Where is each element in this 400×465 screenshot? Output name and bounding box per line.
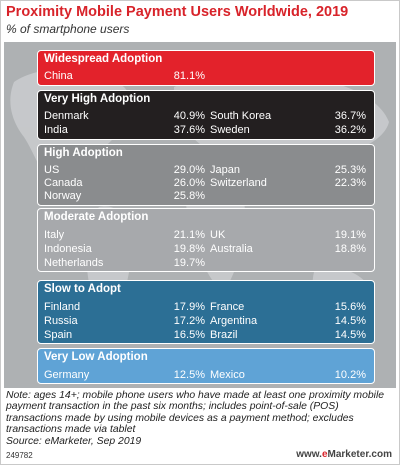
country-name: France [210,301,245,313]
adoption-value: 19.1% [334,229,366,241]
group-card-moderate-adoption [37,208,375,272]
table-row [38,70,374,83]
adoption-value: 29.0% [173,164,205,176]
adoption-value: 22.3% [334,177,366,189]
table-row [38,329,374,342]
group-card-slow-to-adopt [37,280,375,344]
country-name: Sweden [210,124,250,136]
table-row [38,164,374,177]
group-title: Slow to Adopt [44,283,121,295]
country-name: China [44,70,73,82]
country-name: US [44,164,60,176]
country-name: Norway [44,190,82,202]
group-title: Very High Adoption [44,93,151,105]
brand-prefix: www. [296,449,322,460]
adoption-value: 21.1% [173,229,205,241]
country-name: Brazil [210,329,238,341]
brand-rest: Marketer.com [327,449,392,460]
adoption-value: 37.6% [173,124,205,136]
group-card-widespread-adoption [37,50,375,86]
world-map-background [4,42,396,388]
group-card-very-high-adoption [37,90,375,140]
table-row [38,369,374,382]
table-row [38,243,374,256]
group-title: Moderate Adoption [44,211,149,223]
country-name: Mexico [210,369,245,381]
adoption-value: 12.5% [173,369,205,381]
table-row [38,257,374,270]
country-name: Argentina [210,315,258,327]
brand-e: e [321,449,328,460]
country-name: Denmark [44,110,89,122]
adoption-value: 17.9% [173,301,205,313]
table-row [38,124,374,137]
table-row [38,190,374,203]
country-name: Finland [44,301,81,313]
adoption-value: 19.7% [173,257,205,269]
country-name: Japan [210,164,240,176]
footnote [6,390,396,447]
country-name: India [44,124,68,136]
adoption-value: 26.0% [173,177,205,189]
country-name: Italy [44,229,65,241]
table-row [38,110,374,123]
country-name: Indonesia [44,243,92,255]
chart-id: 249782 [6,451,33,460]
table-row [38,301,374,314]
group-title: Widespread Adoption [44,53,163,65]
adoption-value: 36.7% [334,110,366,122]
adoption-value: 25.3% [334,164,366,176]
adoption-value: 17.2% [173,315,205,327]
adoption-value: 16.5% [173,329,205,341]
country-name: Netherlands [44,257,104,269]
country-name: Australia [210,243,253,255]
adoption-value: 25.8% [173,190,205,202]
group-title: Very Low Adoption [44,351,148,363]
group-title: High Adoption [44,147,123,159]
page-title: Proximity Mobile Payment Users Worldwide, 2019 [6,4,349,20]
country-name: Canada [44,177,83,189]
country-name: Russia [44,315,78,327]
footnote-note: Note: ages 14+; mobile phone users who have made at least one proximity mobile payment transaction in the past six months; includes point-of-sale (POS) transactions made by using mobile devices as a payment method; excludes transactions made via tablet [6,390,385,436]
brand-link[interactable] [296,449,392,460]
table-row [38,229,374,242]
country-name: Switzerland [210,177,267,189]
page-subtitle: % of smartphone users [6,22,130,36]
adoption-value: 40.9% [173,110,205,122]
adoption-value: 36.2% [334,124,366,136]
adoption-value: 15.6% [334,301,366,313]
adoption-value: 18.8% [334,243,366,255]
country-name: Spain [44,329,73,341]
adoption-value: 14.5% [334,315,366,327]
country-name: South Korea [210,110,272,122]
footnote-source: Source: eMarketer, Sep 2019 [6,435,142,447]
adoption-value: 10.2% [334,369,366,381]
adoption-value: 81.1% [173,70,205,82]
country-name: UK [210,229,226,241]
table-row [38,177,374,190]
adoption-value: 14.5% [334,329,366,341]
table-row [38,315,374,328]
country-name: Germany [44,369,90,381]
adoption-value: 19.8% [173,243,205,255]
group-card-high-adoption [37,144,375,206]
group-card-very-low-adoption [37,348,375,384]
